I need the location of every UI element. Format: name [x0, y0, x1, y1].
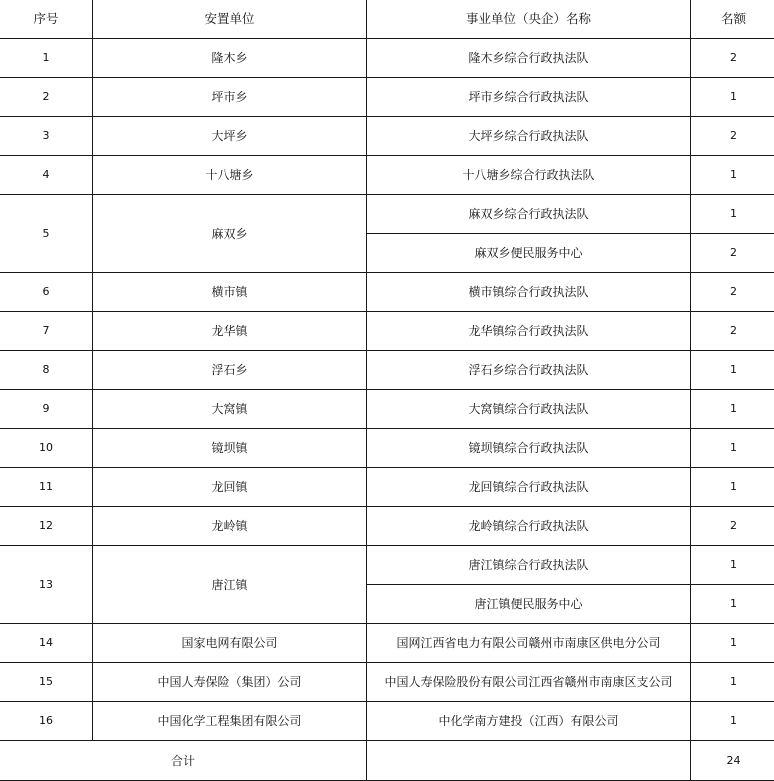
table-row — [0, 312, 774, 351]
row-quota: 2 — [691, 507, 774, 546]
row-unit: 大坪乡 — [93, 117, 367, 156]
row-unit: 隆木乡 — [93, 39, 367, 78]
row-seq: 12 — [0, 507, 93, 546]
row-org: 龙回镇综合行政执法队 — [367, 468, 691, 507]
row-org: 隆木乡综合行政执法队 — [367, 39, 691, 78]
table-row — [0, 702, 774, 741]
row-seq: 14 — [0, 624, 93, 663]
row-quota: 1 — [691, 390, 774, 429]
row-quota: 1 — [691, 624, 774, 663]
row-seq: 13 — [0, 546, 93, 624]
row-quota: 1 — [691, 546, 774, 585]
row-org: 唐江镇便民服务中心 — [367, 585, 691, 624]
row-unit: 麻双乡 — [93, 195, 367, 273]
row-org: 坪市乡综合行政执法队 — [367, 78, 691, 117]
row-quota: 1 — [691, 156, 774, 195]
table-row — [0, 624, 774, 663]
row-org: 十八塘乡综合行政执法队 — [367, 156, 691, 195]
row-seq: 4 — [0, 156, 93, 195]
row-unit: 龙华镇 — [93, 312, 367, 351]
row-quota: 2 — [691, 39, 774, 78]
row-unit: 唐江镇 — [93, 546, 367, 624]
table-row — [0, 117, 774, 156]
row-unit: 中国化学工程集团有限公司 — [93, 702, 367, 741]
row-unit: 十八塘乡 — [93, 156, 367, 195]
row-unit: 大窝镇 — [93, 390, 367, 429]
row-org: 龙岭镇综合行政执法队 — [367, 507, 691, 546]
row-org: 国网江西省电力有限公司赣州市南康区供电分公司 — [367, 624, 691, 663]
table-row — [0, 468, 774, 507]
total-label: 合计 — [0, 741, 367, 781]
row-seq: 1 — [0, 39, 93, 78]
table-row — [0, 195, 774, 234]
row-seq: 5 — [0, 195, 93, 273]
row-seq: 11 — [0, 468, 93, 507]
row-seq: 3 — [0, 117, 93, 156]
row-unit: 龙回镇 — [93, 468, 367, 507]
row-quota: 1 — [691, 663, 774, 702]
row-org: 麻双乡便民服务中心 — [367, 234, 691, 273]
table-row — [0, 78, 774, 117]
row-seq: 15 — [0, 663, 93, 702]
table-row — [0, 429, 774, 468]
row-seq: 7 — [0, 312, 93, 351]
row-seq: 2 — [0, 78, 93, 117]
header-unit: 安置单位 — [93, 0, 367, 39]
row-unit: 国家电网有限公司 — [93, 624, 367, 663]
table-row — [0, 273, 774, 312]
table-row — [0, 507, 774, 546]
total-row — [0, 741, 774, 781]
total-empty-cell — [367, 741, 691, 781]
header-org: 事业单位（央企）名称 — [367, 0, 691, 39]
row-quota: 1 — [691, 429, 774, 468]
row-unit: 龙岭镇 — [93, 507, 367, 546]
row-seq: 6 — [0, 273, 93, 312]
table-row — [0, 39, 774, 78]
row-org: 唐江镇综合行政执法队 — [367, 546, 691, 585]
table-row — [0, 546, 774, 585]
total-quota: 24 — [691, 741, 774, 781]
row-seq: 9 — [0, 390, 93, 429]
row-seq: 8 — [0, 351, 93, 390]
row-org: 大坪乡综合行政执法队 — [367, 117, 691, 156]
header-quota: 名额 — [691, 0, 774, 39]
row-quota: 1 — [691, 351, 774, 390]
table-row — [0, 156, 774, 195]
row-org: 龙华镇综合行政执法队 — [367, 312, 691, 351]
row-quota: 1 — [691, 468, 774, 507]
row-org: 镜坝镇综合行政执法队 — [367, 429, 691, 468]
table-row — [0, 663, 774, 702]
table-row — [0, 351, 774, 390]
row-quota: 1 — [691, 585, 774, 624]
row-org: 大窝镇综合行政执法队 — [367, 390, 691, 429]
row-org: 麻双乡综合行政执法队 — [367, 195, 691, 234]
table-row — [0, 390, 774, 429]
row-quota: 2 — [691, 273, 774, 312]
row-org: 中国人寿保险股份有限公司江西省赣州市南康区支公司 — [367, 663, 691, 702]
row-org: 中化学南方建投（江西）有限公司 — [367, 702, 691, 741]
table-header-row — [0, 0, 774, 39]
row-unit: 坪市乡 — [93, 78, 367, 117]
row-quota: 2 — [691, 312, 774, 351]
row-seq: 16 — [0, 702, 93, 741]
row-unit: 横市镇 — [93, 273, 367, 312]
row-unit: 浮石乡 — [93, 351, 367, 390]
row-quota: 2 — [691, 234, 774, 273]
row-org: 浮石乡综合行政执法队 — [367, 351, 691, 390]
row-unit: 镜坝镇 — [93, 429, 367, 468]
row-quota: 1 — [691, 195, 774, 234]
row-unit: 中国人寿保险（集团）公司 — [93, 663, 367, 702]
header-seq: 序号 — [0, 0, 93, 39]
row-quota: 1 — [691, 78, 774, 117]
row-quota: 2 — [691, 117, 774, 156]
row-org: 横市镇综合行政执法队 — [367, 273, 691, 312]
row-seq: 10 — [0, 429, 93, 468]
row-quota: 1 — [691, 702, 774, 741]
